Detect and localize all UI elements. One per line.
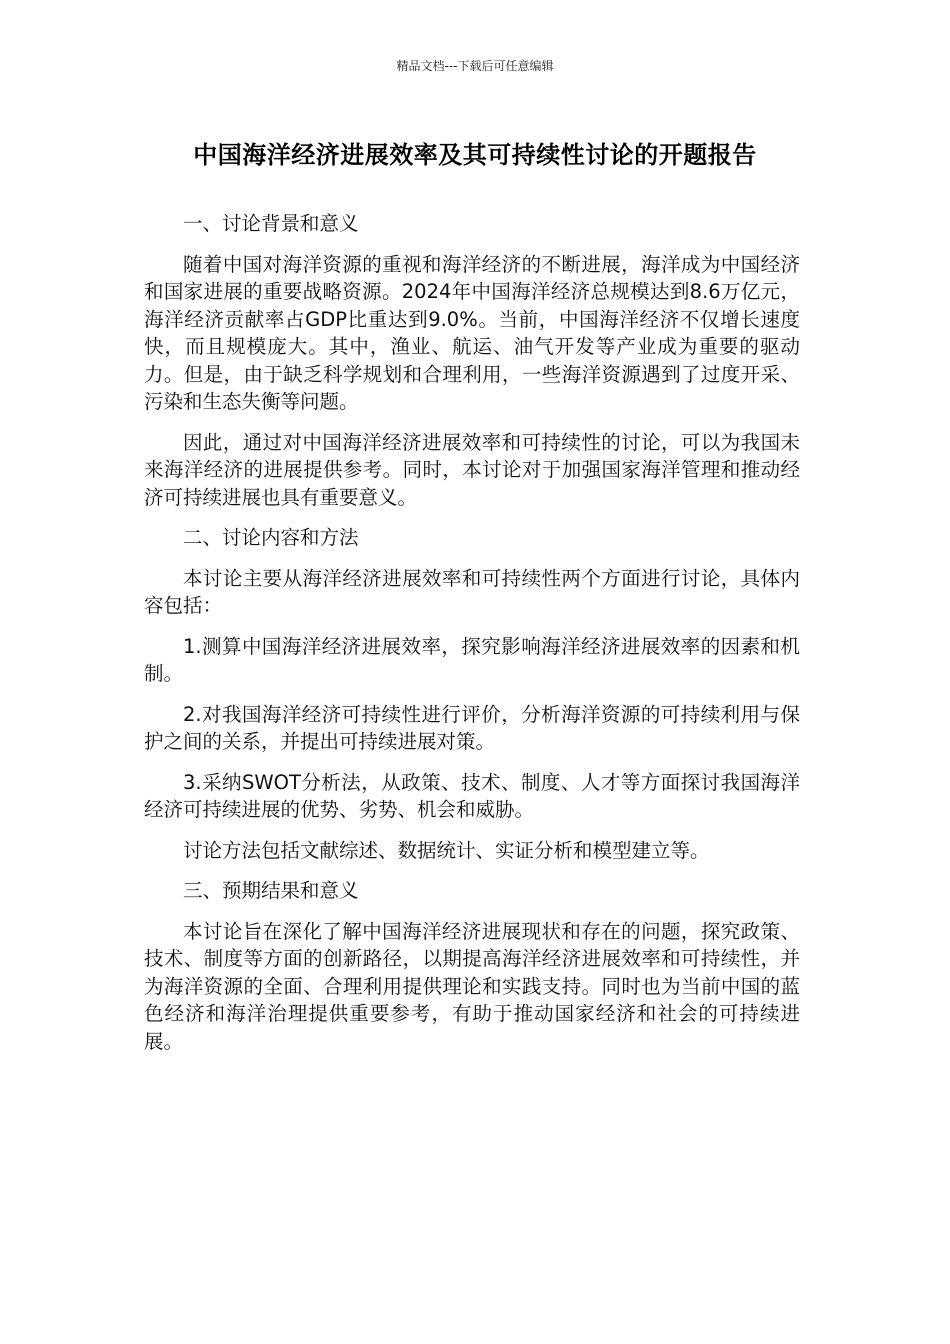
paragraph-content-intro: 本讨论主要从海洋经济进展效率和可持续性两个方面进行讨论，具体内容包括： [144,566,800,617]
paragraph-significance: 因此，通过对中国海洋经济进展效率和可持续性的讨论，可以为我国未来海洋经济的进展提供参考。同时，本讨论对于加强国家海洋管理和推动经济可持续进展也具有重要意义。 [144,430,800,509]
list-item-sustainability: 2.对我国海洋经济可持续性进行评价，分析海洋资源的可持续利用与保护之间的关系，并提出可持续进展对策。 [144,702,800,753]
document-title: 中国海洋经济进展效率及其可持续性讨论的开题报告 [193,141,757,169]
paragraph-background: 随着中国对海洋资源的重视和海洋经济的不断进展，海洋成为中国经济和国家进展的重要战略资源。2024年中国海洋经济总规模达到8.6万亿元，海洋经济贡献率占GDP比重达到9.0%。当前，中国海洋经济不仅增长速度快，而且规模庞大。其中，渔业、航运、油气开发等产业成为重要的驱动力。但是，由于缺乏科学规划和合理利用，一些海洋资源遇到了过度开采、污染和生态失衡等问题。 [144,252,800,413]
paragraph-expected-results: 本讨论旨在深化了解中国海洋经济进展现状和存在的问题，探究政策、技术、制度等方面的创新路径，以期提高海洋经济进展效率和可持续性，并为海洋资源的全面、合理利用提供理论和实践支持。同时也为当前中国的蓝色经济和海洋治理提供重要参考，有助于推动国家经济和社会的可持续进展。 [144,919,800,1053]
header-note: 精品文档---下载后可任意编辑 [396,59,554,73]
document-body [144,210,800,1068]
paragraph-methods: 讨论方法包括文献综述、数据统计、实证分析和模型建立等。 [183,838,710,862]
section-heading-background: 一、讨论背景和意义 [183,212,359,235]
section-heading-content-methods: 二、讨论内容和方法 [183,526,359,549]
list-item-swot: 3.采纳SWOT分析法，从政策、技术、制度、人才等方面探讨我国海洋经济可持续进展的优势、劣势、机会和威胁。 [144,770,800,821]
list-item-efficiency: 1.测算中国海洋经济进展效率，探究影响海洋经济进展效率的因素和机制。 [144,634,800,685]
section-heading-expected-results: 三、预期结果和意义 [183,879,359,902]
